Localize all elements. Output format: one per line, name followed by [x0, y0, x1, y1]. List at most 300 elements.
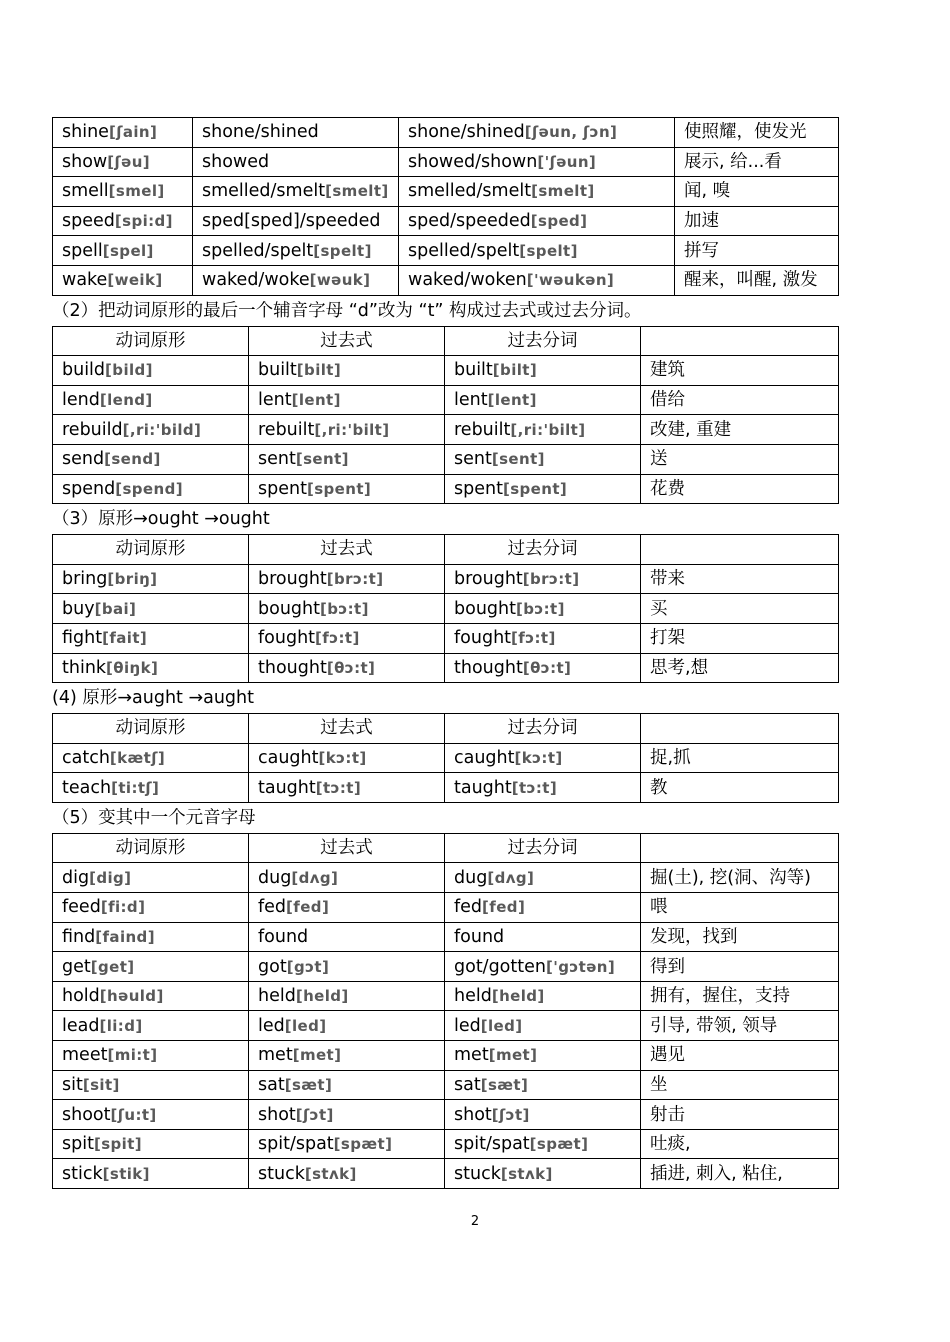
table-row — [53, 356, 839, 386]
table-cell — [445, 893, 641, 923]
table-cell — [445, 1159, 641, 1189]
table-row — [53, 147, 839, 177]
meaning-text: 引导, 带领, 领导 — [650, 1015, 778, 1036]
word-text: held — [258, 986, 296, 1007]
phonetic-text: [θɔ:t] — [522, 658, 572, 677]
table-cell — [193, 147, 399, 177]
word-text: built — [258, 360, 297, 381]
phonetic-text: [spæt] — [333, 1135, 393, 1154]
table-cell — [249, 1070, 445, 1100]
word-text: lend — [62, 390, 100, 411]
phonetic-text: ['ʃəun] — [537, 152, 597, 171]
table-cell — [249, 1129, 445, 1159]
table-cell — [193, 206, 399, 236]
table-cell — [675, 236, 839, 266]
table-cell — [193, 177, 399, 207]
phonetic-text: [brɔ:t] — [326, 570, 384, 589]
phonetic-text: [led] — [480, 1016, 523, 1035]
word-text: get — [62, 956, 91, 977]
word-text: got — [258, 956, 287, 977]
phonetic-text: [smel] — [108, 182, 165, 201]
phonetic-text: [sæt] — [284, 1075, 333, 1094]
word-text: fought — [258, 628, 316, 649]
table-cell — [445, 952, 641, 982]
table-cell — [675, 147, 839, 177]
column-header: 过去分词 — [445, 714, 641, 744]
phonetic-text: [ʃəu] — [107, 152, 151, 171]
word-text: rebuilt — [454, 419, 511, 440]
table-cell — [53, 444, 249, 474]
column-header: 过去式 — [249, 833, 445, 863]
column-header: 过去式 — [249, 326, 445, 356]
word-text: sat — [454, 1074, 481, 1095]
table-cell — [675, 118, 839, 148]
column-header: 过去分词 — [445, 833, 641, 863]
table-cell — [445, 1100, 641, 1130]
table-row — [53, 564, 839, 594]
word-text: built — [454, 360, 493, 381]
table-cell — [249, 415, 445, 445]
table-cell — [641, 594, 839, 624]
phonetic-text: [spi:d] — [114, 212, 173, 231]
table-cell — [249, 893, 445, 923]
table-cell — [53, 118, 193, 148]
word-text: shone/shined — [408, 122, 525, 143]
word-text: lent — [454, 390, 488, 411]
phonetic-text: [ʃɔt] — [491, 1105, 530, 1124]
word-text: brought — [258, 569, 327, 590]
phonetic-text: [held] — [491, 987, 545, 1006]
meaning-text: 发现，找到 — [650, 926, 738, 947]
column-header: 过去式 — [249, 535, 445, 565]
table-cell — [53, 773, 249, 803]
table-cell — [641, 444, 839, 474]
word-text: showed — [202, 151, 270, 172]
table-cell — [641, 564, 839, 594]
table-row — [53, 236, 839, 266]
page-number: 2 — [470, 1214, 480, 1229]
word-text: dug — [454, 867, 488, 888]
meaning-text: 射击 — [650, 1104, 685, 1125]
phonetic-text: [li:d] — [99, 1016, 143, 1035]
phonetic-text: [spent] — [502, 479, 568, 498]
phonetic-text: [kɔ:t] — [318, 748, 367, 767]
word-text: led — [454, 1015, 481, 1036]
table-cell — [445, 474, 641, 504]
phonetic-text: [fed] — [286, 898, 330, 917]
table-row — [53, 1129, 839, 1159]
meaning-text: 闻, 嗅 — [684, 181, 731, 202]
table-cell — [249, 1159, 445, 1189]
table-cell — [53, 1011, 249, 1041]
table-header-row — [53, 714, 839, 744]
word-text: fed — [258, 897, 287, 918]
table-cell — [249, 863, 445, 893]
phonetic-text: [θiŋk] — [106, 658, 159, 677]
phonetic-text: [wəuk] — [309, 271, 371, 290]
table-cell — [249, 474, 445, 504]
table-cell — [641, 356, 839, 386]
phonetic-text: [send] — [104, 450, 161, 469]
phonetic-text: [spæt] — [529, 1135, 589, 1154]
word-text: got/gotten — [454, 956, 546, 977]
meaning-text: 买 — [650, 598, 668, 619]
phonetic-text: ['gɔtən] — [545, 957, 616, 976]
phonetic-text: [,ri:'bilt] — [314, 420, 390, 439]
meaning-text: 使照耀，使发光 — [684, 122, 807, 143]
table-cell — [193, 265, 399, 295]
table-row — [53, 1070, 839, 1100]
table-row — [53, 981, 839, 1011]
table-cell — [249, 922, 445, 952]
word-text: smelled/smelt — [202, 181, 326, 202]
phonetic-text: ['wəukən] — [526, 271, 615, 290]
table-cell — [53, 1159, 249, 1189]
phonetic-text: [led] — [284, 1016, 327, 1035]
column-header — [641, 535, 839, 565]
table-cell — [53, 206, 193, 236]
table-cell — [445, 773, 641, 803]
table-row — [53, 863, 839, 893]
word-text: dug — [258, 867, 292, 888]
word-text: dig — [62, 867, 90, 888]
word-text: stick — [62, 1163, 103, 1184]
phonetic-text: [,ri:'bilt] — [510, 420, 586, 439]
table-row — [53, 474, 839, 504]
table-header-row — [53, 833, 839, 863]
meaning-text: 思考,想 — [650, 657, 709, 678]
verb-table — [52, 326, 839, 505]
word-text: rebuild — [62, 419, 123, 440]
column-header: 动词原形 — [53, 535, 249, 565]
meaning-text: 吐痰, — [650, 1134, 691, 1155]
table-cell — [53, 1100, 249, 1130]
table-cell — [249, 773, 445, 803]
meaning-text: 带来 — [650, 569, 685, 590]
table-cell — [399, 236, 675, 266]
table-cell — [641, 623, 839, 653]
phonetic-text: [briŋ] — [107, 570, 158, 589]
word-text: spend — [62, 478, 116, 499]
phonetic-text: [dig] — [89, 868, 132, 887]
table-cell — [53, 356, 249, 386]
table-cell — [53, 981, 249, 1011]
table-row — [53, 415, 839, 445]
phonetic-text: [bɔ:t] — [319, 599, 369, 618]
table-row — [53, 653, 839, 683]
word-text: shot — [258, 1104, 296, 1125]
meaning-text: 借给 — [650, 390, 685, 411]
phonetic-text: [stik] — [102, 1164, 150, 1183]
section-heading: （5）变其中一个元音字母 — [52, 807, 256, 828]
meaning-text: 掘(土), 挖(洞、沟等) — [650, 867, 811, 888]
table-cell — [445, 594, 641, 624]
table-cell — [53, 743, 249, 773]
table-cell — [193, 236, 399, 266]
table-row — [53, 444, 839, 474]
table-cell — [53, 1041, 249, 1071]
table-cell — [641, 922, 839, 952]
word-text: spelled/spelt — [408, 240, 520, 261]
word-text: shone/shined — [202, 122, 319, 143]
table-cell — [53, 893, 249, 923]
word-text: sent — [258, 449, 296, 470]
phonetic-text: [sent] — [491, 450, 545, 469]
section-heading: （2）把动词原形的最后一个辅音字母 “d”改为 “t” 构成过去式或过去分词。 — [52, 300, 642, 321]
phonetic-text: [bilt] — [296, 361, 342, 380]
table-cell — [249, 594, 445, 624]
phonetic-text: [dʌg] — [291, 868, 339, 887]
meaning-text: 坐 — [650, 1074, 668, 1095]
table-row — [53, 952, 839, 982]
phonetic-text: [lent] — [291, 391, 341, 410]
table-cell — [249, 1011, 445, 1041]
word-text: think — [62, 657, 107, 678]
word-text: taught — [258, 777, 316, 798]
table-cell — [641, 415, 839, 445]
table-cell — [249, 981, 445, 1011]
phonetic-text: [bilt] — [492, 361, 538, 380]
word-text: wake — [62, 270, 108, 291]
table-cell — [53, 385, 249, 415]
verb-table — [52, 713, 839, 803]
phonetic-text: [smelt] — [325, 182, 389, 201]
table-row — [53, 206, 839, 236]
table-cell — [445, 981, 641, 1011]
phonetic-text: [stʌk] — [304, 1164, 357, 1183]
word-text: show — [62, 151, 108, 172]
table-cell — [53, 265, 193, 295]
phonetic-text: [fait] — [102, 629, 148, 648]
word-text: sit — [62, 1074, 83, 1095]
table-cell — [445, 1129, 641, 1159]
table-cell — [249, 743, 445, 773]
phonetic-text: [fɔ:t] — [315, 629, 360, 648]
table-cell — [249, 952, 445, 982]
table-row — [53, 893, 839, 923]
word-text: bring — [62, 569, 108, 590]
document-page — [52, 117, 838, 1189]
phonetic-text: [brɔ:t] — [522, 570, 580, 589]
word-text: met — [258, 1045, 293, 1066]
phonetic-text: [,ri:'bild] — [122, 420, 202, 439]
phonetic-text: [sent] — [295, 450, 349, 469]
table-cell — [53, 922, 249, 952]
word-text: sent — [454, 449, 492, 470]
word-text: catch — [62, 747, 110, 768]
word-text: stuck — [454, 1163, 501, 1184]
table-cell — [53, 236, 193, 266]
phonetic-text: [spelt] — [519, 241, 578, 260]
phonetic-text: [get] — [90, 957, 135, 976]
word-text: fed — [454, 897, 483, 918]
word-text: find — [62, 926, 96, 947]
table-cell — [641, 743, 839, 773]
word-text: sped/speeded — [408, 211, 531, 232]
table-row — [53, 385, 839, 415]
phonetic-text: [həuld] — [99, 987, 164, 1006]
table-cell — [641, 1129, 839, 1159]
meaning-text: 拥有，握住，支持 — [650, 986, 790, 1007]
word-text: bought — [258, 598, 320, 619]
table-cell — [445, 653, 641, 683]
meaning-text: 送 — [650, 449, 668, 470]
word-text: spit/spat — [454, 1134, 530, 1155]
phonetic-text: [gɔt] — [286, 957, 330, 976]
table-cell — [249, 356, 445, 386]
table-header-row — [53, 326, 839, 356]
meaning-text: 得到 — [650, 956, 685, 977]
table-cell — [445, 623, 641, 653]
phonetic-text: [spent] — [306, 479, 372, 498]
table-cell — [445, 356, 641, 386]
table-cell — [641, 1070, 839, 1100]
meaning-text: 加速 — [684, 211, 719, 232]
table-cell — [249, 653, 445, 683]
word-text: waked/woken — [408, 270, 527, 291]
table-cell — [445, 1011, 641, 1041]
meaning-text: 喂 — [650, 897, 668, 918]
phonetic-text: [ʃain] — [108, 123, 158, 142]
table-cell — [445, 743, 641, 773]
phonetic-text: [kɔ:t] — [514, 748, 563, 767]
phonetic-text: [spel] — [102, 241, 154, 260]
table-cell — [53, 177, 193, 207]
table-cell — [641, 893, 839, 923]
word-text: thought — [258, 657, 327, 678]
table-cell — [399, 177, 675, 207]
word-text: met — [454, 1045, 489, 1066]
table-cell — [445, 564, 641, 594]
table-cell — [53, 474, 249, 504]
word-text: hold — [62, 986, 100, 1007]
phonetic-text: [fed] — [482, 898, 526, 917]
word-text: taught — [454, 777, 512, 798]
column-header: 过去分词 — [445, 326, 641, 356]
word-text: fight — [62, 628, 103, 649]
table-cell — [249, 385, 445, 415]
table-cell — [641, 385, 839, 415]
word-text: found — [258, 926, 309, 947]
meaning-text: 教 — [650, 777, 668, 798]
meaning-text: 拼写 — [684, 240, 719, 261]
table-row — [53, 177, 839, 207]
word-text: spelled/spelt — [202, 240, 314, 261]
word-text: shine — [62, 122, 109, 143]
table-row — [53, 743, 839, 773]
table-cell — [53, 147, 193, 177]
table-cell — [53, 594, 249, 624]
phonetic-text: [weik] — [107, 271, 163, 290]
word-text: build — [62, 360, 106, 381]
word-text: smell — [62, 181, 109, 202]
word-text: speed — [62, 211, 115, 232]
phonetic-text: [ʃu:t] — [110, 1105, 157, 1124]
table-cell — [249, 564, 445, 594]
table-cell — [445, 415, 641, 445]
phonetic-text: [ʃəun, ʃɔn] — [524, 123, 618, 142]
verb-table — [52, 833, 839, 1189]
word-text: teach — [62, 777, 112, 798]
table-cell — [641, 653, 839, 683]
table-row — [53, 1041, 839, 1071]
meaning-text: 遇见 — [650, 1045, 685, 1066]
phonetic-text: [mi:t] — [107, 1046, 158, 1065]
table-cell — [641, 773, 839, 803]
phonetic-text: [bɔ:t] — [515, 599, 565, 618]
word-text: meet — [62, 1045, 108, 1066]
section-heading: (4) 原形→aught →aught — [52, 688, 254, 709]
word-text: waked/woke — [202, 270, 310, 291]
phonetic-text: [lent] — [487, 391, 537, 410]
word-text: showed/shown — [408, 151, 538, 172]
phonetic-text: [stʌk] — [500, 1164, 553, 1183]
phonetic-text: [sped] — [530, 212, 588, 231]
word-text: bought — [454, 598, 516, 619]
table-cell — [445, 863, 641, 893]
meaning-text: 打架 — [650, 628, 685, 649]
table-cell — [53, 564, 249, 594]
table-cell — [641, 863, 839, 893]
table-cell — [641, 474, 839, 504]
table-cell — [445, 444, 641, 474]
table-cell — [249, 1041, 445, 1071]
word-text: spit/spat — [258, 1134, 334, 1155]
table-cell — [445, 1070, 641, 1100]
word-text: shoot — [62, 1104, 111, 1125]
phonetic-text: [dʌg] — [487, 868, 535, 887]
phonetic-text: [sit] — [82, 1075, 120, 1094]
word-text: brought — [454, 569, 523, 590]
phonetic-text: [spelt] — [313, 241, 372, 260]
table-cell — [249, 444, 445, 474]
word-text: lead — [62, 1015, 100, 1036]
table-cell — [53, 863, 249, 893]
meaning-text: 醒来，叫醒, 激发 — [684, 270, 818, 291]
table-cell — [249, 623, 445, 653]
column-header: 过去式 — [249, 714, 445, 744]
phonetic-text: [tɔ:t] — [511, 778, 558, 797]
word-text: rebuilt — [258, 419, 315, 440]
meaning-text: 捉,抓 — [650, 747, 691, 768]
phonetic-text: [smelt] — [531, 182, 595, 201]
phonetic-text: [lend] — [99, 391, 153, 410]
word-text: spent — [258, 478, 307, 499]
table-header-row — [53, 535, 839, 565]
word-text: spent — [454, 478, 503, 499]
table-cell — [675, 177, 839, 207]
table-row — [53, 1159, 839, 1189]
table-row — [53, 265, 839, 295]
table-cell — [53, 1070, 249, 1100]
table-cell — [53, 952, 249, 982]
phonetic-text: [fi:d] — [100, 898, 146, 917]
table-cell — [641, 1041, 839, 1071]
table-cell — [399, 206, 675, 236]
meaning-text: 展示, 给...看 — [684, 151, 782, 172]
column-header: 动词原形 — [53, 833, 249, 863]
table-cell — [193, 118, 399, 148]
column-header: 过去分词 — [445, 535, 641, 565]
table-cell — [53, 1129, 249, 1159]
meaning-text: 插进, 刺入, 粘住, — [650, 1163, 783, 1184]
table-cell — [445, 1041, 641, 1071]
table-cell — [53, 623, 249, 653]
phonetic-text: [fɔ:t] — [511, 629, 556, 648]
table-row — [53, 623, 839, 653]
word-text: send — [62, 449, 105, 470]
table-row — [53, 1011, 839, 1041]
